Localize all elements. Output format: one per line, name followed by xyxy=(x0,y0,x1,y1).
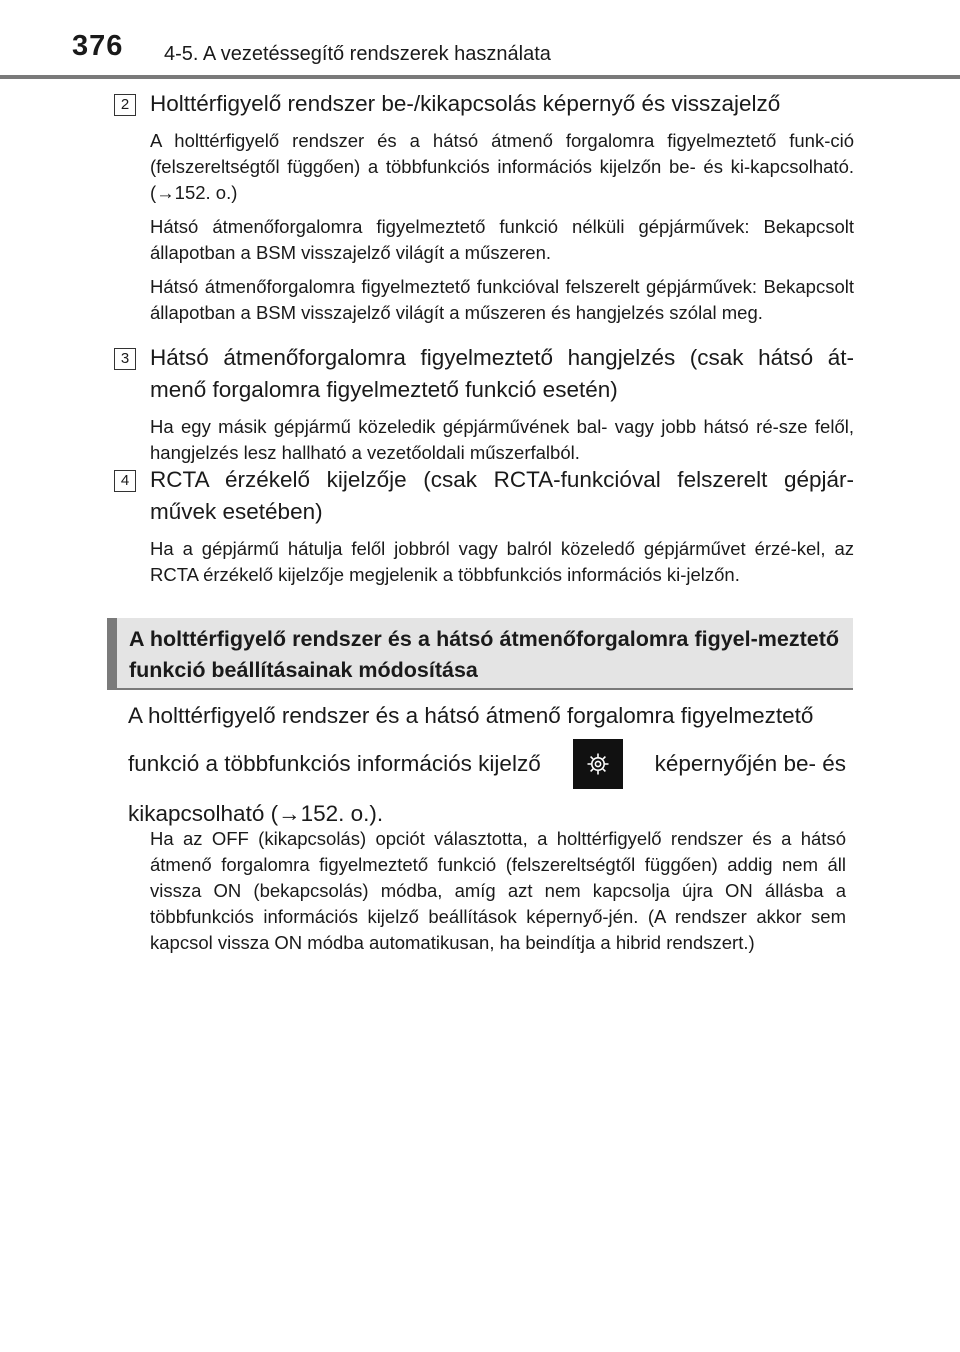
subheading: A holttérfigyelő rendszer és a hátsó átmenőforgalomra figyel-meztető funkció beállításainak módosítása xyxy=(107,618,853,688)
header-divider xyxy=(0,75,960,79)
item-number-badge: 2 xyxy=(114,94,136,116)
item-paragraph: Ha a gépjármű hátulja felől jobbról vagy balról közeledő gépjárművet érzé-kel, az RCTA érzékelő kijelzője megjelenik a többfunkciós információs ki-jelzőn. xyxy=(150,538,854,585)
item-heading xyxy=(114,464,854,528)
main-text-line-2a: funkció a többfunkciós információs kijelző xyxy=(128,751,541,776)
item-paragraph: Hátsó átmenőforgalomra figyelmeztető funkcióval felszerelt gépjárművek: Bekapcsolt állapotban a BSM visszajelző világít a műszeren és hangjelzés szólal meg. xyxy=(150,276,854,323)
note-paragraph: Ha az OFF (kikapcsolás) opciót választotta, a holttérfigyelő rendszer és a hátsó átmenő forgalomra figyelmeztető funkció (felszereltségtől függően) addig nem áll vissza ON (bekapcsolás) módba, amíg azt nem kapcsolja újra ON állásba a többfunkciós információs kijelző beállítások képernyő-jén. (A rendszer akkor sem kapcsol vissza ON módba automatikusan, ha beindítja a hibrid rendszert.) xyxy=(150,828,846,953)
gear-icon xyxy=(573,739,623,789)
main-paragraph xyxy=(128,696,846,836)
item-number-badge: 3 xyxy=(114,348,136,370)
page-header xyxy=(0,0,960,80)
main-text-line-1: A holttérfigyelő rendszer és a hátsó átmenő forgalomra figyelmeztető xyxy=(128,703,814,728)
item-title: RCTA érzékelő kijelzője (csak RCTA-funkcióval felszerelt gépjár-művek esetében) xyxy=(150,467,854,524)
list-item-3 xyxy=(114,342,854,466)
item-paragraph: A holttérfigyelő rendszer és a hátsó átmenő forgalomra figyelmeztető funk-ció (felszereltségtől függően) a többfunkciós információs kijelzőn be- és ki-kapcsolható. (→152. o.) xyxy=(150,130,854,203)
item-paragraph: Ha egy másik gépjármű közeledik gépjárművének bal- vagy jobb hátsó ré-sze felől, hangjelzés lesz hallható a vezetőoldali műszerfalból. xyxy=(150,416,854,463)
item-title: Holttérfigyelő rendszer be-/kikapcsolás képernyő és visszajelző xyxy=(150,91,781,116)
item-paragraph: Hátsó átmenőforgalomra figyelmeztető funkció nélküli gépjárművek: Bekapcsolt állapotban a BSM visszajelző világít a műszeren. xyxy=(150,216,854,263)
item-body xyxy=(114,536,854,588)
text-line xyxy=(128,696,846,736)
subheading-underline xyxy=(107,688,853,690)
item-body xyxy=(114,128,854,326)
item-body xyxy=(114,414,854,466)
text-line xyxy=(128,736,846,792)
list-item-4 xyxy=(114,464,854,588)
page-number: 376 xyxy=(72,30,124,62)
section-title: 4-5. A vezetéssegítő rendszerek használata xyxy=(164,43,551,65)
main-text-line-3: kikapcsolható (→152. o.). xyxy=(128,801,384,826)
main-text-line-2b: képernyőjén be- és xyxy=(654,751,846,776)
item-heading xyxy=(114,342,854,406)
list-item-2 xyxy=(114,88,854,326)
item-heading xyxy=(114,88,854,120)
item-number-badge: 4 xyxy=(114,470,136,492)
item-title: Hátsó átmenőforgalomra figyelmeztető hangjelzés (csak hátsó át-menő forgalomra figyelmeztető funkció esetén) xyxy=(150,345,854,402)
